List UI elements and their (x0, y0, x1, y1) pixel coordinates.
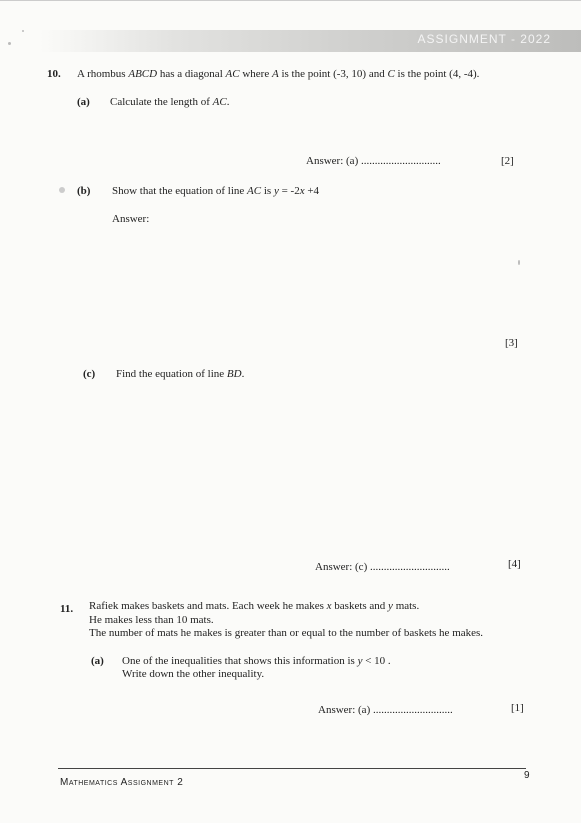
scan-speck (8, 42, 11, 45)
question-11-line-3: The number of mats he makes is greater than or equal to the number of baskets he makes. (89, 627, 484, 639)
footer-rule (58, 768, 526, 769)
page-number: 9 (524, 770, 530, 781)
question-11-number: 11. (60, 603, 74, 615)
mark-10a: [2] (501, 155, 514, 167)
footer-title: Mathematics Assignment 2 (60, 777, 184, 788)
mark-10b: [3] (505, 337, 518, 349)
mark-10c: [4] (508, 558, 521, 570)
assignment-header: ASSIGNMENT - 2022 (417, 32, 551, 46)
question-10-number: 10. (47, 68, 61, 80)
page-top-edge (0, 0, 581, 1)
answer-11a-line: Answer: (a) ............................. (318, 704, 453, 716)
question-10b-label: (b) (77, 185, 91, 197)
answer-10a-line: Answer: (a) ............................. (306, 155, 441, 167)
mark-11a: [1] (511, 702, 524, 714)
question-11-line-1: Rafiek makes baskets and mats. Each week he makes x baskets and y mats. (89, 600, 420, 612)
question-10a-label: (a) (77, 96, 90, 108)
question-11a-text-2: Write down the other inequality. (122, 668, 265, 680)
question-10a-text: Calculate the length of AC. (110, 96, 230, 108)
scan-speck (518, 260, 520, 265)
question-10c-text: Find the equation of line BD. (116, 368, 245, 380)
question-10c-label: (c) (83, 368, 96, 380)
answer-10c-line: Answer: (c) ............................. (315, 561, 450, 573)
question-10-stem: A rhombus ABCD has a diagonal AC where A is the point (-3, 10) and C is the point (4, -4). (77, 68, 480, 80)
question-10b-text: Show that the equation of line AC is y = -2x +4 (112, 185, 320, 197)
answer-10b-label: Answer: (112, 213, 150, 225)
question-11-line-2: He makes less than 10 mats. (89, 614, 214, 626)
question-11a-text-1: One of the inequalities that shows this information is y < 10 . (122, 655, 391, 667)
scan-speck (22, 30, 24, 32)
scan-speck (59, 187, 65, 193)
question-11a-label: (a) (91, 655, 104, 667)
